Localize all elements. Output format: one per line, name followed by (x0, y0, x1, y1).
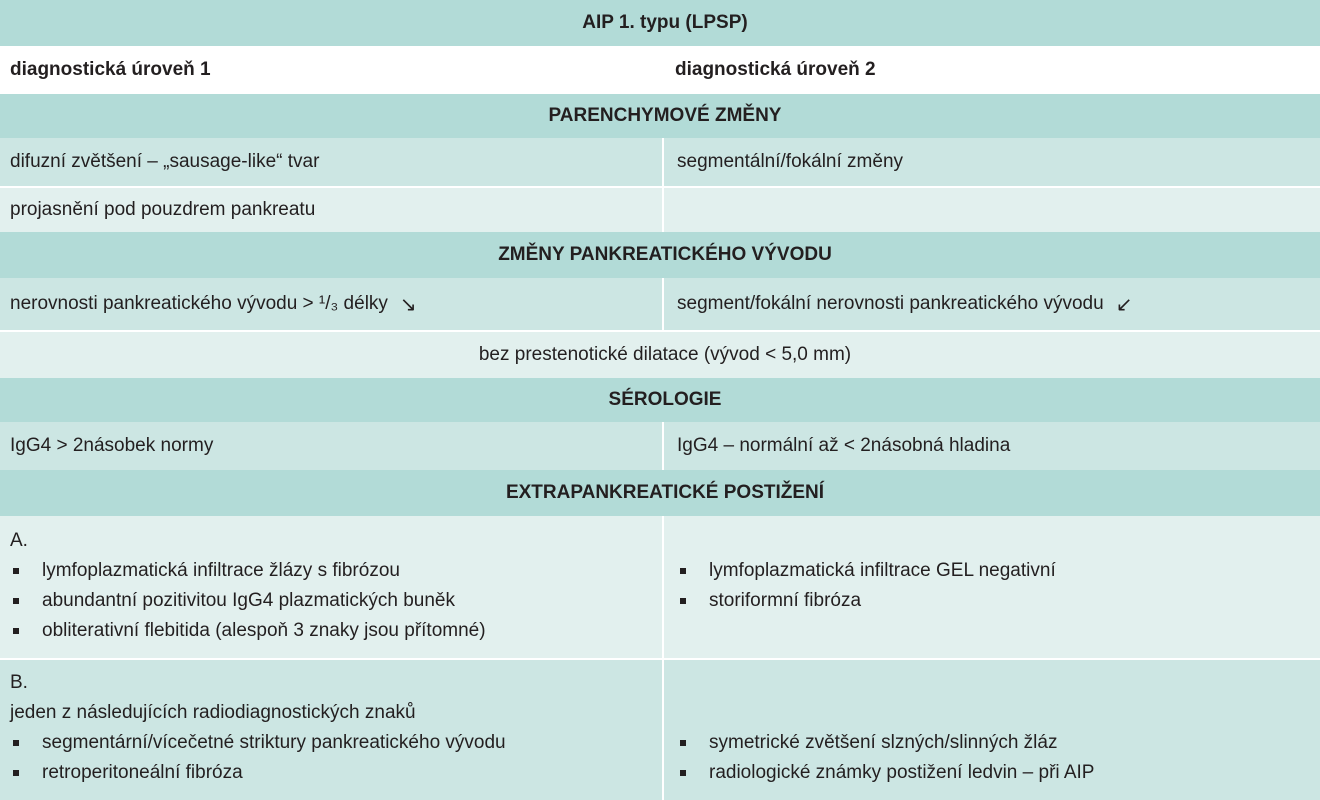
list-item (10, 616, 486, 646)
parenchyma-level1-cell: projasnění pod pouzdrem pankreatu (10, 199, 316, 220)
list-item (10, 728, 506, 758)
bullet-icon (13, 568, 19, 574)
bullet-icon (13, 770, 19, 776)
list-item (10, 556, 400, 586)
bullet-icon (13, 598, 19, 604)
parenchyma-level2-cell: segmentální/fokální změny (662, 138, 1320, 186)
section-heading-row (0, 232, 1320, 278)
bullet-icon (680, 770, 686, 776)
table-row (0, 422, 1320, 470)
extra-b-intro: jeden z následujících radiodiagnostických znaků (10, 702, 416, 723)
list-item-text: obliterativní flebitida (alespoň 3 znaky jsou přítomné) (42, 620, 486, 641)
bullet-icon (13, 628, 19, 634)
table-row (0, 278, 1320, 330)
table-row (0, 658, 1320, 800)
list-item-text: symetrické zvětšení slzných/slinných žláz (709, 732, 1058, 753)
list-item (677, 556, 1056, 586)
level-1-header: diagnostická úroveň 1 (10, 59, 211, 80)
bullet-icon (680, 568, 686, 574)
table-title-row (0, 0, 1320, 46)
list-item (677, 586, 861, 616)
list-item-text: lymfoplazmatická infiltrace GEL negativní (709, 560, 1056, 581)
list-item-text: segmentární/vícečetné striktury pankreatického vývodu (42, 732, 506, 753)
list-item-text: lymfoplazmatická infiltrace žlázy s fibrózou (42, 560, 400, 581)
parenchyma-level1-cell: difuzní zvětšení – „sausage-like“ tvar (10, 151, 320, 172)
list-item (677, 728, 1057, 758)
table-row (0, 186, 1320, 232)
list-item-text: storiformní fibróza (709, 590, 862, 611)
level-2-header: diagnostická úroveň 2 (675, 59, 876, 80)
duct-level2-text: segment/fokální nerovnosti pankreatického vývodu (677, 293, 1104, 314)
arrow-down-right-icon: ↘ (399, 293, 417, 316)
extra-a-label: A. (10, 530, 28, 551)
serology-level1-cell: IgG4 > 2násobek normy (10, 435, 214, 456)
duct-level1-text: nerovnosti pankreatického vývodu > ¹/₃ délky (10, 293, 388, 314)
list-item (10, 586, 455, 616)
extra-b-label: B. (10, 672, 28, 693)
list-item-text: abundantní pozitivitou IgG4 plazmatických buněk (42, 590, 455, 611)
extra-a-level2-cell (662, 516, 1320, 658)
parenchyma-heading: PARENCHYMOVÉ ZMĚNY (0, 94, 1320, 138)
serology-level2-cell: IgG4 – normální až < 2násobná hladina (662, 422, 1320, 470)
table-title: AIP 1. typu (LPSP) (0, 0, 1320, 46)
table-row (0, 138, 1320, 186)
serology-heading: SÉROLOGIE (0, 378, 1320, 422)
extra-a-level1-cell (0, 516, 662, 658)
list-item-text: retroperitoneální fibróza (42, 762, 243, 783)
table-row (0, 330, 1320, 378)
section-heading-row (0, 378, 1320, 422)
list-item (10, 758, 243, 788)
arrow-down-left-icon: ↙ (1115, 293, 1133, 316)
duct-level1-cell (0, 278, 662, 330)
parenchyma-level2-cell (662, 188, 1320, 232)
list-item-text: radiologické známky postižení ledvin – při AIP (709, 762, 1095, 783)
level-header-row (0, 46, 1320, 94)
extra-heading: EXTRAPANKREATICKÉ POSTIŽENÍ (0, 470, 1320, 516)
list-item (677, 758, 1094, 788)
bullet-icon (680, 740, 686, 746)
extra-b-level2-cell (662, 660, 1320, 800)
section-heading-row (0, 94, 1320, 138)
duct-level2-cell (662, 278, 1320, 330)
duct-shared-cell: bez prestenotické dilatace (vývod < 5,0 mm) (478, 344, 852, 365)
bullet-icon (13, 740, 19, 746)
table-row (0, 516, 1320, 658)
duct-heading: ZMĚNY PANKREATICKÉHO VÝVODU (0, 232, 1320, 278)
section-heading-row (0, 470, 1320, 516)
extra-b-level1-cell (0, 660, 662, 800)
bullet-icon (680, 598, 686, 604)
